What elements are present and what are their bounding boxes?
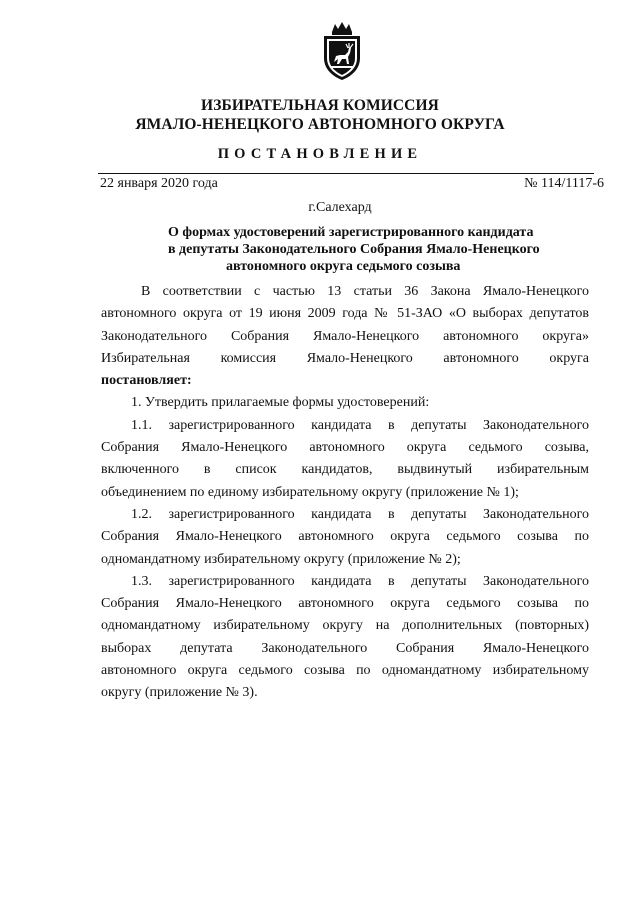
body-line: автономного округа седьмого созыва по одномандатному избирательному [101,663,589,679]
body-line: выборах депутата Законодательного Собрания Ямало-Ненецкого [101,640,589,656]
body-line: одномандатному избирательному округу на дополнительных (повторных) [101,618,589,634]
body-line: одномандатному избирательному округу (приложение № 2); [101,551,461,567]
coat-of-arms-icon [318,22,366,82]
document-subject [168,224,588,275]
body-line: 1.2. зарегистрированного кандидата в депутаты Законодательного [131,506,589,522]
body-line: объединением по единому избирательному округу (приложение № 1); [101,484,519,500]
body-line: В соответствии с частью 13 статьи 36 Закона Ямало-Ненецкого [141,284,589,299]
body-line: 1.1. зарегистрированного кандидата в депутаты Законодательного [131,417,589,433]
subject-line: автономного округа седьмого созыва [226,259,461,274]
body-line: Собрания Ямало-Ненецкого автономного округа седьмого созыва по [101,529,589,545]
subject-line: О формах удостоверений зарегистрированного кандидата [168,225,534,240]
body-line: 1. Утвердить прилагаемые формы удостоверений: [131,395,430,411]
document-type-title: ПОСТАНОВЛЕНИЕ [217,146,423,162]
body-line: округу (приложение № 3). [101,685,258,701]
body-line: 1.3. зарегистрированного кандидата в депутаты Законодательного [131,573,589,589]
document-date: 22 января 2020 года [100,176,218,191]
subject-line: в депутаты Законодательного Собрания Ямало-Ненецкого [168,242,540,257]
header-divider [98,173,594,174]
document-number: № 114/1117-6 [524,176,604,191]
body-line-resolves: постановляет: [101,373,192,389]
body-line: автономного округа от 19 июня 2009 года № 51-ЗАО «О выборах депутатов [101,306,589,322]
body-line: Законодательного Собрания Ямало-Ненецкого автономного округа» [101,328,589,344]
organization-name-line1: ИЗБИРАТЕЛЬНАЯ КОМИССИЯ [201,97,439,114]
body-line: Собрания Ямало-Ненецкого автономного округа седьмого созыва по [101,596,589,612]
body-line: включенного в список кандидатов, выдвинутый избирательным [101,462,589,478]
body-line: Собрания Ямало-Ненецкого автономного округа седьмого созыва, [101,440,589,456]
document-city: г.Салехард [308,200,372,215]
document-body [101,281,589,705]
body-line: Избирательная комиссия Ямало-Ненецкого автономного округа [101,350,589,366]
organization-name-line2: ЯМАЛО-НЕНЕЦКОГО АВТОНОМНОГО ОКРУГА [135,116,505,133]
